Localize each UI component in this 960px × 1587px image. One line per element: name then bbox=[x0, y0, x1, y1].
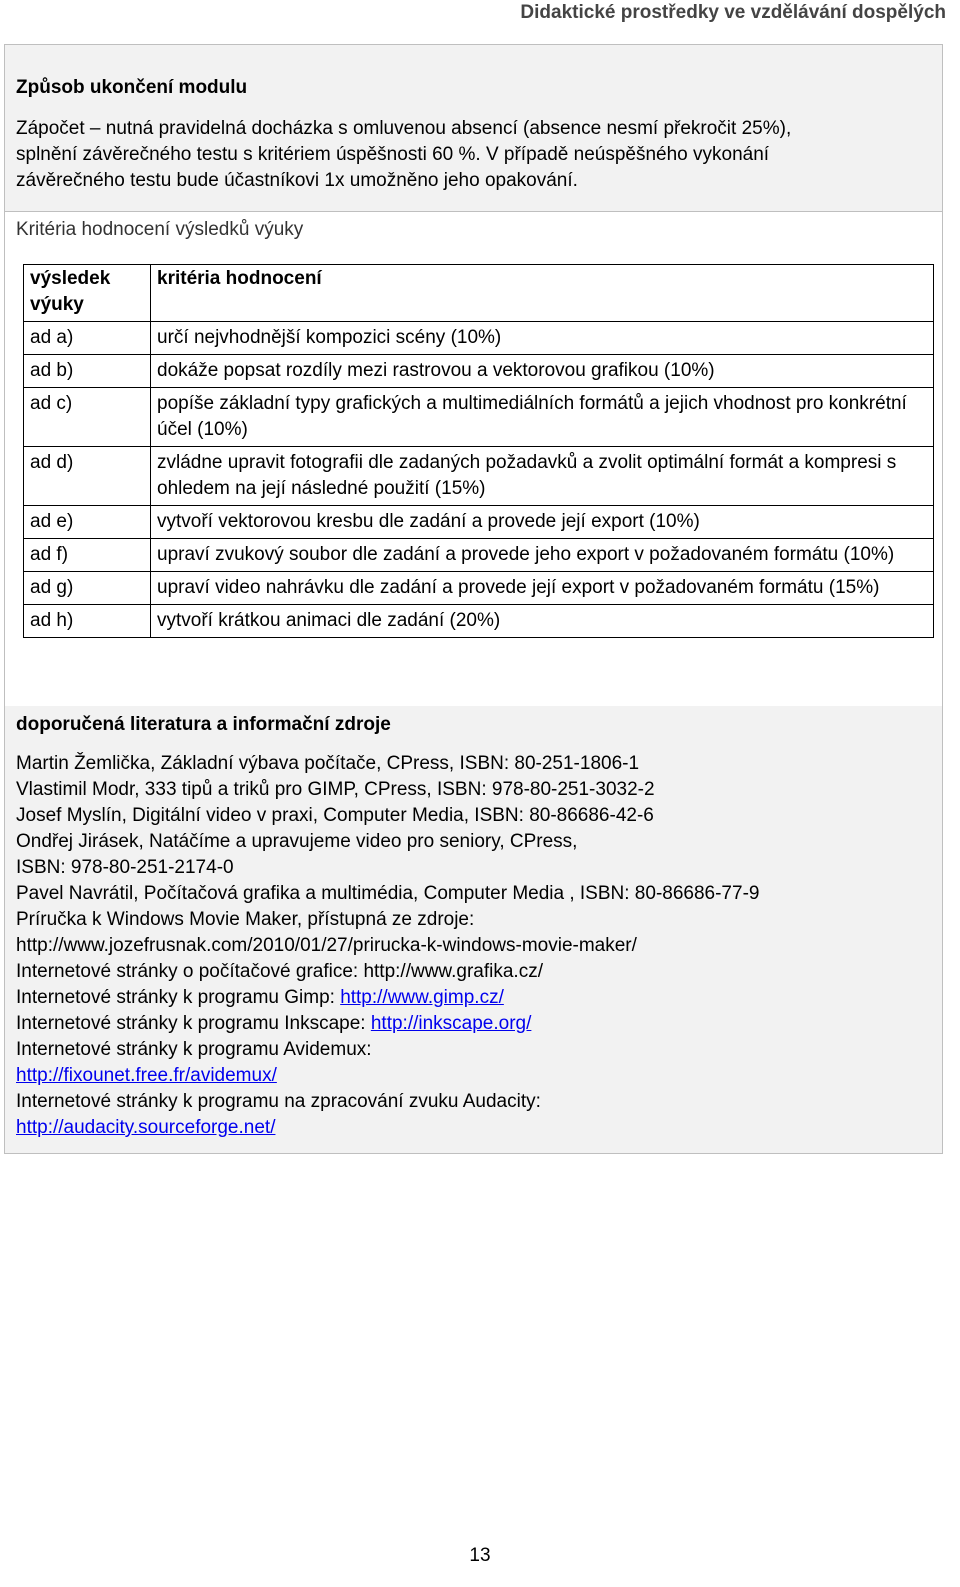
literature-item bbox=[16, 881, 934, 907]
literature-item bbox=[16, 1089, 934, 1115]
result-cell: ad d) bbox=[24, 447, 151, 506]
result-cell: ad b) bbox=[24, 355, 151, 388]
literature-item bbox=[16, 959, 934, 985]
criteria-table-row bbox=[24, 539, 934, 572]
criteria-table-row bbox=[24, 388, 934, 447]
literature-item-text: Internetové stránky k programu Gimp: bbox=[16, 987, 341, 1008]
result-cell: ad c) bbox=[24, 388, 151, 447]
literature-item[interactable] bbox=[16, 985, 934, 1011]
literature-item-link[interactable]: http://audacity.sourceforge.net/ bbox=[16, 1117, 276, 1138]
criterion-cell: upraví zvukový soubor dle zadání a provede jeho export v požadovaném formátu (10%) bbox=[151, 539, 934, 572]
criteria-table-row bbox=[24, 605, 934, 638]
result-cell: ad e) bbox=[24, 506, 151, 539]
criteria-table bbox=[23, 264, 934, 638]
literature-item-link[interactable]: http://www.gimp.cz/ bbox=[340, 987, 504, 1008]
literature-item[interactable] bbox=[16, 1011, 934, 1037]
col-header-criteria: kritéria hodnocení bbox=[151, 265, 934, 322]
literature-item-text: Ondřej Jirásek, Natáčíme a upravujeme video pro seniory, CPress, bbox=[16, 831, 578, 852]
literature-item-link[interactable]: http://fixounet.free.fr/avidemux/ bbox=[16, 1065, 277, 1086]
criteria-table-row bbox=[24, 447, 934, 506]
literature-item bbox=[16, 855, 934, 881]
literature-item bbox=[16, 751, 934, 777]
page-number: 13 bbox=[469, 1545, 491, 1566]
literature-heading: doporučená literatura a informační zdroje bbox=[16, 714, 391, 735]
criterion-cell: upraví video nahrávku dle zadání a provede její export v požadovaném formátu (15%) bbox=[151, 572, 934, 605]
criterion-cell: určí nejvhodnější kompozici scény (10%) bbox=[151, 322, 934, 355]
criterion-cell: popíše základní typy grafických a multimediálních formátů a jejich vhodnost pro konkrétní účel (10%) bbox=[151, 388, 934, 447]
criteria-section bbox=[5, 211, 942, 707]
literature-item-text: Martin Žemlička, Základní výbava počítače, CPress, ISBN: 80-251-1806-1 bbox=[16, 753, 640, 774]
literature-item-text: Vlastimil Modr, 333 tipů a triků pro GIMP, CPress, ISBN: 978-80-251-3032-2 bbox=[16, 779, 655, 800]
literature-item bbox=[16, 907, 934, 933]
literature-item-text: Internetové stránky k programu Avidemux: bbox=[16, 1039, 372, 1060]
literature-section bbox=[5, 706, 942, 1153]
literature-item-text: Internetové stránky o počítačové grafice: http://www.grafika.cz/ bbox=[16, 961, 543, 982]
col-header-result: výsledek výuky bbox=[24, 265, 151, 322]
criteria-table-row bbox=[24, 355, 934, 388]
completion-section bbox=[5, 45, 942, 212]
literature-item-text: Internetové stránky k programu Inkscape: bbox=[16, 1013, 371, 1034]
completion-text bbox=[16, 116, 934, 194]
criteria-table-header-row bbox=[24, 265, 934, 322]
result-cell: ad g) bbox=[24, 572, 151, 605]
literature-list bbox=[16, 751, 934, 1141]
criteria-heading: Kritéria hodnocení výsledků výuky bbox=[16, 219, 304, 240]
literature-item-text: ISBN: 978-80-251-2174-0 bbox=[16, 857, 234, 878]
completion-line: splnění závěrečného testu s kritériem úspěšnosti 60 %. V případě neúspěšného vykonání bbox=[16, 144, 770, 165]
literature-item[interactable] bbox=[16, 1115, 934, 1141]
criterion-cell: zvládne upravit fotografii dle zadaných požadavků a zvolit optimální formát a kompresi s ohledem na její následné použití (15%) bbox=[151, 447, 934, 506]
literature-item-text: Internetové stránky k programu na zpracování zvuku Audacity: bbox=[16, 1091, 541, 1112]
module-info-box bbox=[4, 44, 943, 1154]
result-cell: ad a) bbox=[24, 322, 151, 355]
literature-item bbox=[16, 829, 934, 855]
completion-line: Zápočet – nutná pravidelná docházka s omluvenou absencí (absence nesmí překročit 25%), bbox=[16, 118, 792, 139]
criterion-cell: vytvoří krátkou animaci dle zadání (20%) bbox=[151, 605, 934, 638]
literature-item bbox=[16, 1037, 934, 1063]
completion-line: závěrečného testu bude účastníkovi 1x umožněno jeho opakování. bbox=[16, 170, 578, 191]
literature-item-text: http://www.jozefrusnak.com/2010/01/27/prirucka-k-windows-movie-maker/ bbox=[16, 935, 637, 956]
result-cell: ad h) bbox=[24, 605, 151, 638]
criteria-table-row bbox=[24, 322, 934, 355]
literature-item bbox=[16, 803, 934, 829]
criteria-table-row bbox=[24, 572, 934, 605]
criterion-cell: dokáže popsat rozdíly mezi rastrovou a vektorovou grafikou (10%) bbox=[151, 355, 934, 388]
criteria-table-row bbox=[24, 506, 934, 539]
literature-item-link[interactable]: http://inkscape.org/ bbox=[370, 1013, 532, 1034]
criterion-cell: vytvoří vektorovou kresbu dle zadání a provede její export (10%) bbox=[151, 506, 934, 539]
literature-item[interactable] bbox=[16, 1063, 934, 1089]
literature-item-text: Pavel Navrátil, Počítačová grafika a multimédia, Computer Media , ISBN: 80-86686-77-9 bbox=[16, 883, 760, 904]
result-cell: ad f) bbox=[24, 539, 151, 572]
literature-item bbox=[16, 777, 934, 803]
completion-heading: Způsob ukončení modulu bbox=[16, 77, 248, 98]
literature-item bbox=[16, 933, 934, 959]
literature-item-text: Josef Myslín, Digitální video v praxi, Computer Media, ISBN: 80-86686-42-6 bbox=[16, 805, 654, 826]
running-header-title: Didaktické prostředky ve vzdělávání dospělých bbox=[520, 2, 946, 23]
literature-item-text: Príručka k Windows Movie Maker, přístupná ze zdroje: bbox=[16, 909, 475, 930]
